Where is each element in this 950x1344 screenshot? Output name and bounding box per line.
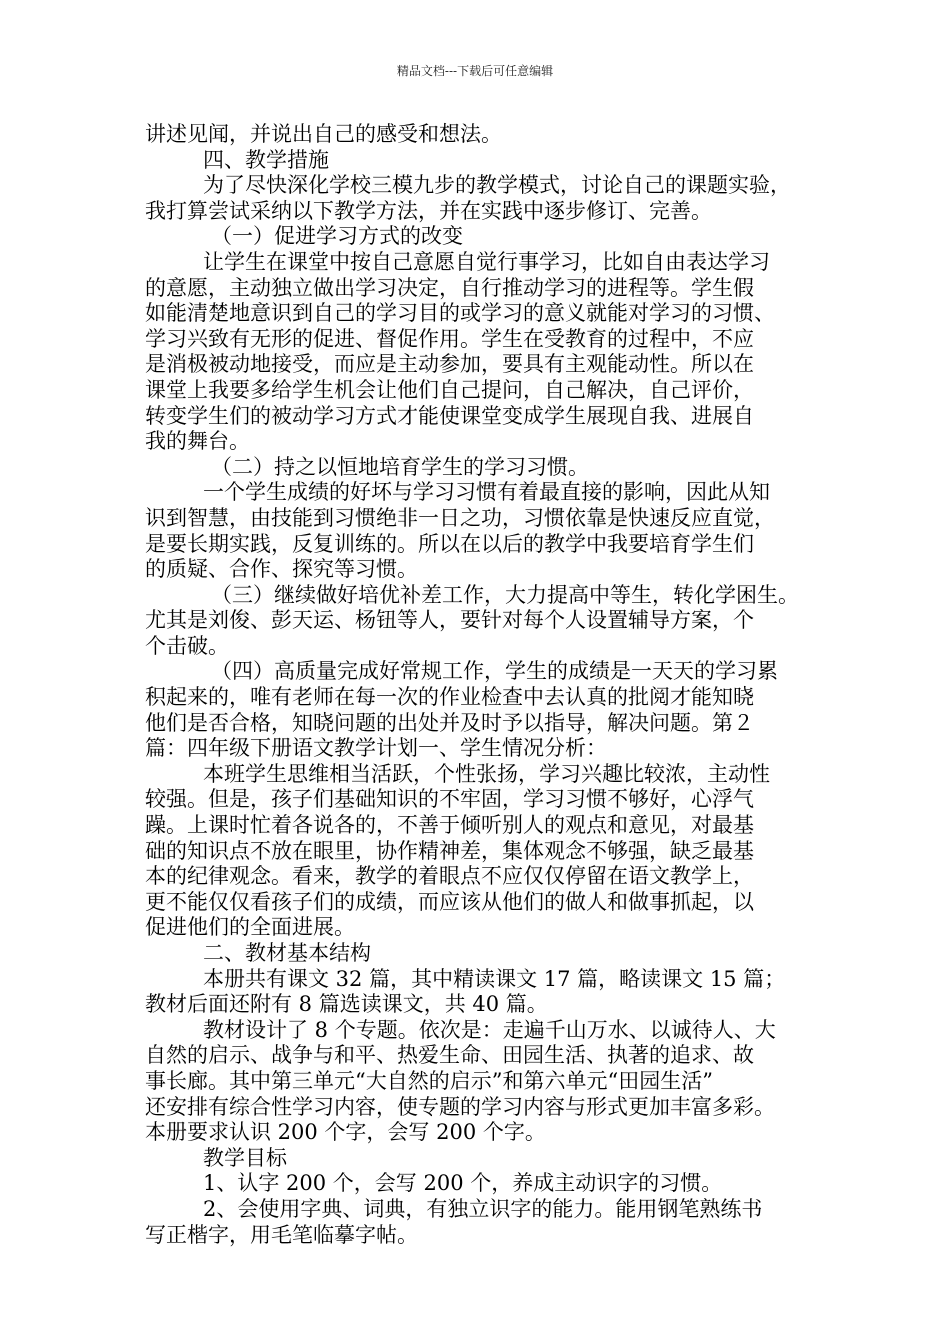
section-heading: 二、教材基本结构: [203, 941, 371, 965]
text-line: 个击破。: [145, 633, 229, 658]
text-line: 教材后面还附有 8 篇选读课文，共 40 篇。: [145, 992, 548, 1017]
text-line: 自然的启示、战争与和平、热爱生命、田园生活、执著的追求、故: [145, 1043, 754, 1068]
section-heading: 教学目标: [203, 1145, 287, 1170]
text-line: 积起来的，唯有老师在每一次的作业检查中去认真的批阅才能知晓: [145, 685, 754, 710]
text-line: 促进他们的全面进展。: [145, 915, 355, 940]
text-line: 较强。但是，孩子们基础知识的不牢固，学习习惯不够好，心浮气: [145, 787, 754, 812]
text-line: 如能清楚地意识到自己的学习目的或学习的意义就能对学习的习惯、: [145, 301, 775, 326]
text-line: 课堂上我要多给学生机会让他们自己提问，自己解决，自己评价，: [145, 377, 754, 402]
text-line: 1、认字 200 个，会写 200 个，养成主动识字的习惯。: [203, 1171, 723, 1196]
text-line: 是要长期实践，反复训练的。所以在以后的教学中我要培育学生们: [145, 531, 754, 556]
text-line: 的意愿，主动独立做出学习决定，自行推动学习的进程等。学生假: [145, 275, 754, 300]
text-line: 础的知识点不放在眼里，协作精神差，集体观念不够强，缺乏最基: [145, 838, 754, 863]
page-header: 精品文档---下载后可任意编辑: [396, 64, 554, 78]
text-line: 本册共有课文 32 篇，其中精读课文 17 篇，略读课文 15 篇；: [203, 966, 786, 991]
text-line: 的质疑、合作、探究等习惯。: [145, 557, 418, 582]
text-line: 尤其是刘俊、彭天运、杨钮等人，要针对每个人设置辅导方案，个: [145, 608, 754, 633]
text-line: 教材设计了 8 个专题。依次是：走遍千山万水、以诚待人、大: [203, 1017, 776, 1042]
text-line: 一个学生成绩的好坏与学习习惯有着最直接的影响，因此从知: [203, 480, 770, 505]
text-line: 写正楷字，用毛笔临摹字帖。: [145, 1222, 418, 1247]
text-line: 事长廊。其中第三单元“大自然的启示”和第六单元“田园生活”: [145, 1068, 713, 1093]
text-line: 他们是否合格，知晓问题的出处并及时予以指导，解决问题。第２: [145, 710, 754, 735]
text-line: 讲述见闻，并说出自己的感受和想法。: [145, 122, 502, 146]
text-line: 是消极被动地接受，而应是主动参加，要具有主观能动性。所以在: [145, 352, 754, 377]
text-line: 本的纪律观念。看来，教学的着眼点不应仅仅停留在语文教学上，: [145, 864, 754, 889]
text-line: 学习兴致有无形的促进、督促作用。学生在受教育的过程中，不应: [145, 326, 754, 351]
text-line: 2、会使用字典、词典，有独立识字的能力。能用钢笔熟练书: [203, 1196, 763, 1221]
text-line: 还安排有综合性学习内容，使专题的学习内容与形式更加丰富多彩。: [145, 1094, 775, 1119]
subsection-heading: （一）促进学习方式的改变: [211, 224, 463, 249]
text-line: 为了尽快深化学校三模九步的教学模式，讨论自己的课题实验，: [203, 173, 791, 198]
text-line: 本班学生思维相当活跃，个性张扬，学习兴趣比较浓，主动性: [203, 761, 770, 786]
text-line: 本册要求认识 200 个字，会写 200 个字。: [145, 1120, 546, 1145]
text-line: 我打算尝试采纳以下教学方法，并在实践中逐步修订、完善。: [145, 198, 712, 223]
text-line: 我的舞台。: [145, 429, 250, 454]
text-line: 躁。上课时忙着各说各的，不善于倾听别人的观点和意见，对最基: [145, 813, 754, 838]
text-line: （四）高质量完成好常规工作，学生的成绩是一天天的学习累: [211, 659, 778, 684]
text-line: 转变学生们的被动学习方式才能使课堂变成学生展现自我、进展自: [145, 403, 754, 428]
text-line: 更不能仅仅看孩子们的成绩，而应该从他们的做人和做事抓起，以: [145, 889, 754, 914]
subsection-heading: （二）持之以恒地培育学生的学习习惯。: [211, 454, 589, 479]
text-line: 让学生在课堂中按自己意愿自觉行事学习，比如自由表达学习: [203, 249, 770, 274]
text-line: 识到智慧，由技能到习惯绝非一日之功，习惯依靠是快速反应直觉，: [145, 505, 775, 530]
text-line: （三）继续做好培优补差工作，大力提高中等生，转化学困生。: [211, 582, 799, 607]
document-body: [145, 122, 810, 1248]
section-heading: 四、教学措施: [203, 147, 329, 172]
text-line: 篇：四年级下册语文教学计划一、学生情况分析：: [145, 736, 607, 761]
